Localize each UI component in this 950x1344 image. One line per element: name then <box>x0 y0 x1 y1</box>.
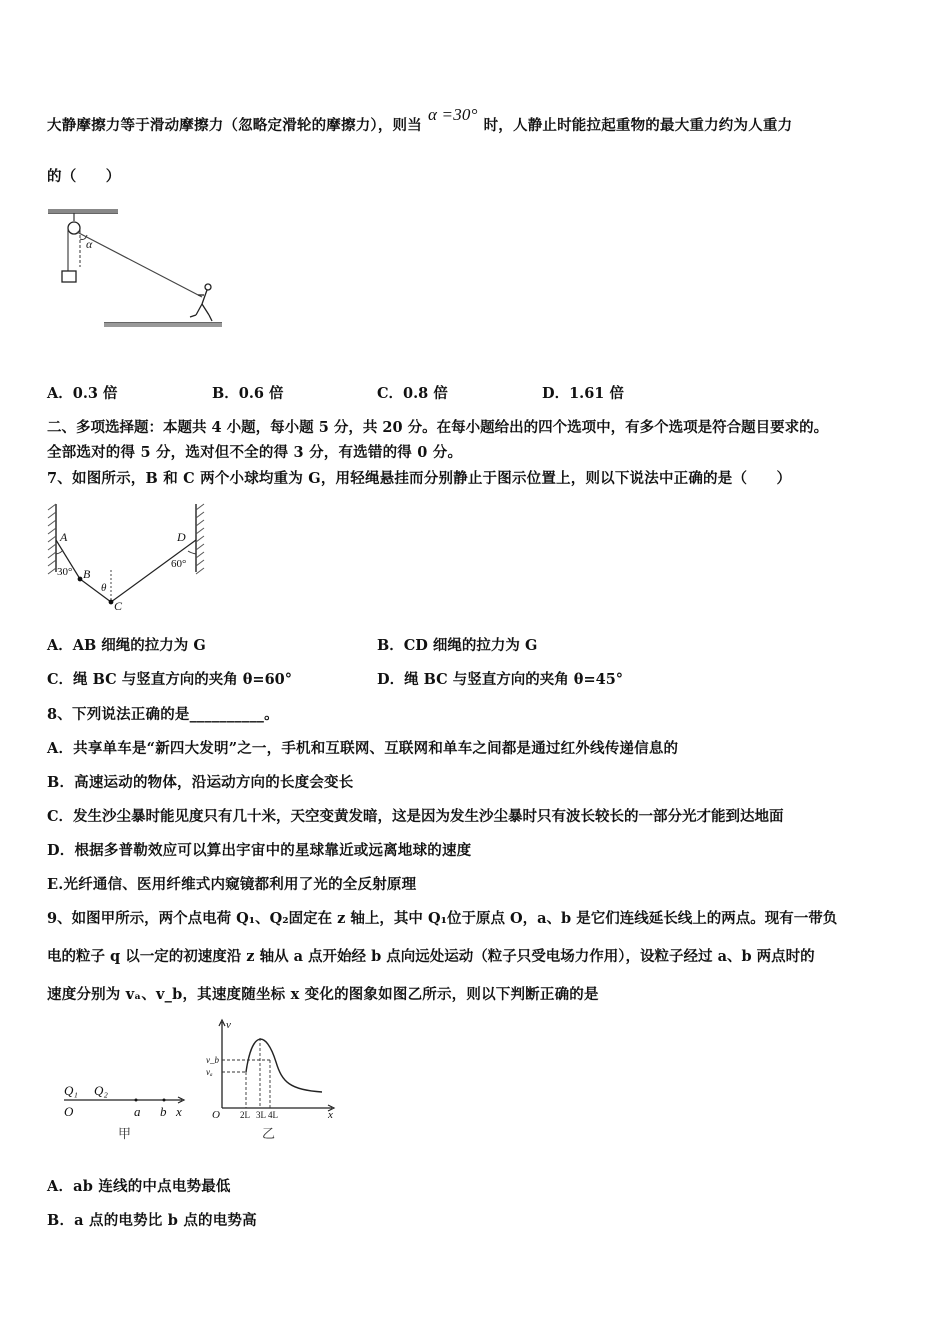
x-label: x <box>176 1104 182 1119</box>
label-c: C <box>114 599 123 613</box>
left-wall <box>48 504 56 574</box>
rope-cd <box>111 540 196 602</box>
label-b: B <box>83 567 91 581</box>
q8-option-d[interactable]: D．根据多普勒效应可以算出宇宙中的星球靠近或远离地球的速度 <box>47 842 472 859</box>
weight-block <box>62 271 76 282</box>
q8-stem: 8、下列说法正确的是__________。 <box>47 706 279 723</box>
q8-option-c[interactable]: C．发生沙尘暴时能见度只有几十米，天空变黄发暗，这是因为发生沙尘暴时只有波长较长的一部分光才能到达地面 <box>47 808 784 825</box>
q6-stem-line1 <box>47 105 793 135</box>
alpha-label: α <box>86 237 93 251</box>
va-label: vₐ <box>206 1067 213 1077</box>
ground <box>104 323 222 327</box>
q6-stem-line1-pre: 大静摩擦力等于滑动摩擦力（忽略定滑轮的摩擦力），则当 <box>47 117 422 134</box>
label-60-deg: 60° <box>171 558 187 570</box>
point-a-label: a <box>134 1104 141 1119</box>
person-icon <box>190 284 212 321</box>
label-30-deg: 30° <box>57 566 73 578</box>
yi-x-label: x <box>328 1109 333 1121</box>
q8-option-e[interactable]: E.光纤通信、医用纤维式内窥镜都利用了光的全反射原理 <box>47 876 417 893</box>
q9-stem-line3: 速度分别为 vₐ、v_b，其速度随坐标 x 变化的图象如图乙所示，则以下判断正确的是 <box>47 986 599 1003</box>
v-label: v <box>226 1019 231 1031</box>
tick-4l: 4L <box>268 1110 278 1120</box>
pull-rope <box>77 232 202 297</box>
q9-figure-jia <box>50 1060 200 1150</box>
q6-stem-line1-post: 时，人静止时能拉起重物的最大重力约为人重力 <box>483 117 793 134</box>
vb-label: v_b <box>206 1055 219 1065</box>
q7-hanging-balls-figure <box>44 500 214 616</box>
q9-stem-line1: 9、如图甲所示，两个点电荷 Q₁、Q₂固定在 z 轴上，其中 Q₁位于原点 O，a、b 是它们连线延长线上的两点。现有一带负 <box>47 910 838 927</box>
q9-option-b[interactable]: B．a 点的电势比 b 点的电势高 <box>47 1212 257 1229</box>
q6-alpha-formula: α =30° <box>427 105 478 124</box>
velocity-curve <box>246 1039 322 1092</box>
tick-3l: 3L <box>256 1110 266 1120</box>
q2-label: Q₂ <box>94 1083 108 1098</box>
origin-label: O <box>64 1104 74 1119</box>
q7-stem: 7、如图所示，B 和 C 两个小球均重为 G，用轻绳悬挂而分别静止于图示位置上，则以下说法中正确的是（ ） <box>47 470 792 487</box>
point-b-label: b <box>160 1104 167 1119</box>
q6-option-b[interactable]: B．0.6 倍 <box>212 385 284 402</box>
q6-option-c[interactable]: C．0.8 倍 <box>377 385 448 402</box>
q9-stem-line2: 电的粒子 q 以一定的初速度沿 z 轴从 a 点开始经 b 点向远处运动（粒子只受电场力作用），设粒子经过 a、b 两点时的 <box>47 948 815 965</box>
q7-option-c[interactable]: C．绳 BC 与竖直方向的夹角 θ=60° <box>47 671 292 688</box>
q6-option-d[interactable]: D．1.61 倍 <box>542 385 624 402</box>
q9-option-a[interactable]: A．ab 连线的中点电势最低 <box>47 1178 231 1195</box>
section2-heading-line2: 全部选对的得 5 分，选对但不全的得 3 分，有选错的得 0 分。 <box>47 444 463 461</box>
label-d: D <box>177 530 186 544</box>
q6-stem-line2: 的（ ） <box>47 168 121 185</box>
label-a: A <box>60 530 68 544</box>
q6-option-a[interactable]: A．0.3 倍 <box>47 385 118 402</box>
q6-pulley-figure <box>44 205 226 335</box>
q9-figure-yi <box>200 1012 360 1150</box>
caption-jia: 甲 <box>118 1126 132 1141</box>
tick-2l: 2L <box>240 1110 250 1120</box>
q8-option-a[interactable]: A．共享单车是“新四大发明”之一，手机和互联网、互联网和单车之间都是通过红外线传递信息的 <box>47 740 679 757</box>
ball-c <box>109 600 114 605</box>
ball-b <box>78 577 83 582</box>
caption-yi: 乙 <box>262 1126 276 1141</box>
section2-heading-line1: 二、多项选择题：本题共 4 小题，每小题 5 分，共 20 分。在每小题给出的四个选项中，有多个选项是符合题目要求的。 <box>47 419 829 436</box>
label-theta: θ <box>101 582 107 594</box>
q1-label: Q₁ <box>64 1083 78 1098</box>
q8-option-b[interactable]: B．高速运动的物体，沿运动方向的长度会变长 <box>47 774 354 791</box>
right-wall <box>196 504 204 574</box>
q7-option-d[interactable]: D．绳 BC 与竖直方向的夹角 θ=45° <box>377 671 624 688</box>
q7-option-a[interactable]: A．AB 细绳的拉力为 G <box>47 637 206 654</box>
ceiling <box>48 209 118 213</box>
q7-option-b[interactable]: B．CD 细绳的拉力为 G <box>377 637 538 654</box>
yi-origin-label: O <box>212 1109 220 1121</box>
